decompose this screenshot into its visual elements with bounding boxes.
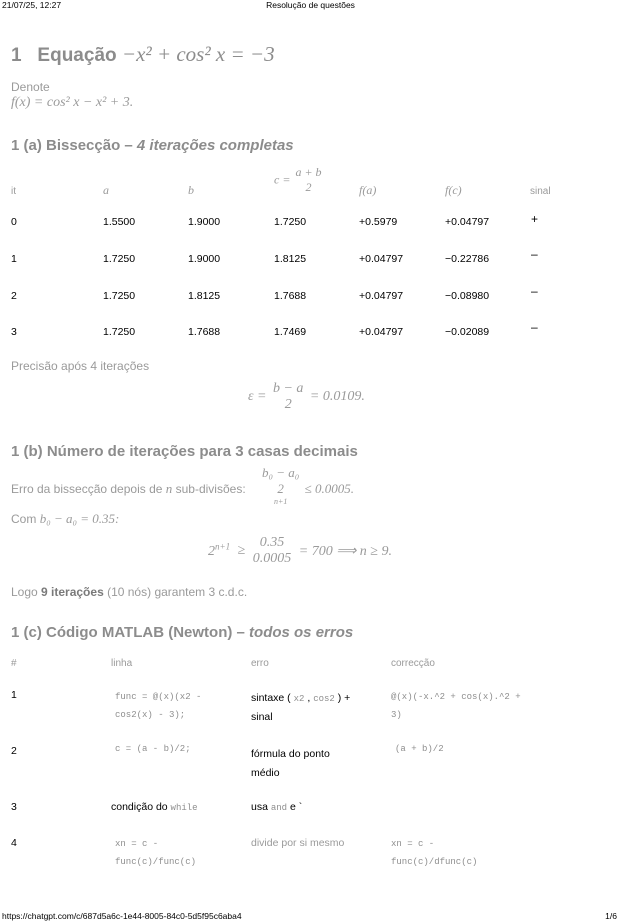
bisection-error-numerator: b₀ − a₀ bbox=[262, 465, 300, 480]
row-0-fc: +0.04797 bbox=[445, 216, 490, 228]
err-row-2-linha: c = (a - b)/2; bbox=[115, 744, 191, 754]
row-0-a: 1.5500 bbox=[103, 216, 136, 228]
err-row-4-erro: divide por si mesmo bbox=[251, 837, 345, 849]
row-0-sign: + bbox=[531, 212, 539, 226]
com-label: Com bbox=[11, 512, 37, 526]
err-row-1-linha-1: func = @(x)(x2 - bbox=[115, 692, 202, 702]
err-row-4-linha bbox=[115, 835, 196, 871]
row-1-c: 1.8125 bbox=[274, 253, 307, 265]
err-row-3-erro-a: usa bbox=[251, 801, 271, 813]
print-header bbox=[0, 0, 621, 12]
section-1c-heading bbox=[11, 624, 353, 641]
row-3-b: 1.7688 bbox=[188, 326, 221, 338]
section-1a-heading-emphasis: 4 iterações completas bbox=[136, 137, 294, 154]
row-2-b: 1.8125 bbox=[188, 290, 221, 302]
err-row-1-linha bbox=[115, 688, 201, 724]
err-row-1-erro-d: ) + bbox=[334, 692, 351, 704]
bisection-error-fraction bbox=[262, 465, 299, 513]
bisection-error-text-1: Erro da bissecção depois de bbox=[11, 482, 163, 496]
col-header-num: # bbox=[11, 658, 17, 669]
bisection-error-formula bbox=[262, 465, 354, 513]
err-row-4-linha-2: func(c)/func(c) bbox=[115, 857, 197, 867]
err-row-2-erro-1: fórmula do ponto bbox=[251, 748, 330, 760]
row-2-fa: +0.04797 bbox=[359, 290, 404, 302]
inequality-fraction bbox=[253, 535, 292, 567]
inequality-ge: ≥ bbox=[237, 543, 246, 558]
logo-text-2: (10 nós) garantem 3 c.d.c. bbox=[103, 585, 248, 599]
row-2-a: 1.7250 bbox=[103, 290, 136, 302]
bisection-error-n: n bbox=[165, 481, 173, 496]
col-header-b: b bbox=[188, 183, 194, 197]
err-row-3-erro-b: e ` bbox=[287, 801, 303, 813]
err-row-4-linha-1: xn = c - bbox=[115, 839, 159, 849]
col-header-c bbox=[274, 165, 322, 195]
logo-bold-iterations: 9 iterações bbox=[41, 585, 104, 599]
row-1-a: 1.7250 bbox=[103, 253, 136, 265]
row-1-it: 1 bbox=[11, 253, 17, 265]
row-1-sign: – bbox=[531, 247, 538, 261]
row-2-c: 1.7688 bbox=[274, 290, 307, 302]
denote-label: Denote bbox=[11, 80, 50, 94]
section-1a-heading-prefix: 1 (a) Bissecção – bbox=[11, 137, 137, 154]
iterations-inequality bbox=[208, 535, 392, 567]
com-expression: b₀ − a₀ = 0.35: bbox=[39, 511, 120, 526]
precision-label: Precisão após 4 iterações bbox=[11, 359, 150, 373]
col-header-c-numerator: a + b bbox=[295, 165, 322, 179]
err-row-1-erro-code-2: cos2 bbox=[313, 694, 335, 704]
bisection-error-text bbox=[11, 481, 246, 497]
col-header-linha: linha bbox=[111, 658, 133, 669]
section-1-number: 1 bbox=[11, 45, 22, 66]
err-row-2-erro bbox=[251, 745, 330, 783]
err-row-1-erro bbox=[251, 689, 350, 726]
row-3-c: 1.7469 bbox=[274, 326, 307, 338]
row-1-fa: +0.04797 bbox=[359, 253, 404, 265]
inequality-lhs-base: 2 bbox=[208, 544, 215, 560]
err-row-1-correccao bbox=[391, 688, 521, 724]
err-row-1-erro-b: , bbox=[304, 692, 314, 704]
col-header-sinal: sinal bbox=[530, 186, 551, 197]
col-header-c-lhs: c = bbox=[274, 172, 291, 187]
row-3-a: 1.7250 bbox=[103, 326, 136, 338]
inequality-lhs bbox=[208, 541, 231, 560]
err-row-1-erro-e: sinal bbox=[251, 711, 273, 723]
row-1-fc: −0.22786 bbox=[445, 253, 490, 265]
err-row-2-num: 2 bbox=[11, 745, 17, 757]
precision-formula bbox=[248, 381, 365, 413]
row-1-b: 1.9000 bbox=[188, 253, 221, 265]
row-0-it: 0 bbox=[11, 216, 17, 228]
row-3-it: 3 bbox=[11, 326, 17, 338]
section-1a-heading bbox=[11, 137, 294, 154]
row-2-sign: – bbox=[531, 284, 538, 298]
err-row-4-correccao bbox=[391, 835, 477, 871]
bisection-error-den-base: 2 bbox=[277, 481, 284, 496]
col-header-a: a bbox=[103, 183, 109, 197]
section-1-title-word: Equação bbox=[37, 45, 117, 66]
err-row-4-corr-2: func(c)/dfunc(c) bbox=[391, 857, 478, 867]
bisection-error-denominator bbox=[262, 481, 299, 513]
err-row-3-linha-text: condição do bbox=[111, 801, 171, 813]
err-row-1-erro-code-1: x2 bbox=[293, 694, 305, 704]
col-header-c-fraction bbox=[295, 165, 321, 195]
col-header-correccao: correcção bbox=[391, 658, 435, 669]
col-header-erro: erro bbox=[251, 658, 269, 669]
err-row-3-linha-code: while bbox=[170, 803, 198, 813]
row-0-c: 1.7250 bbox=[274, 216, 307, 228]
col-header-fa: f(a) bbox=[359, 183, 377, 197]
col-header-c-denominator: 2 bbox=[305, 180, 312, 194]
row-3-sign: – bbox=[531, 320, 538, 334]
function-definition: f(x) = cos² x − x² + 3. bbox=[11, 95, 134, 110]
err-row-3-linha bbox=[111, 801, 198, 813]
row-2-it: 2 bbox=[11, 290, 17, 302]
print-title: Resolução de questões bbox=[266, 0, 355, 10]
precision-rhs: = 0.0109. bbox=[309, 389, 365, 404]
com-line bbox=[11, 511, 119, 527]
bisection-error-den-exp: n+1 bbox=[273, 497, 288, 506]
err-row-1-linha-2: cos2(x) - 3); bbox=[115, 710, 186, 720]
inequality-denominator: 0.0005 bbox=[252, 551, 292, 566]
print-page-number: 1/6 bbox=[605, 911, 617, 921]
precision-numerator: b − a bbox=[272, 381, 304, 396]
section-1c-heading-prefix: 1 (c) Código MATLAB (Newton) – bbox=[11, 624, 250, 641]
err-row-3-num: 3 bbox=[11, 801, 17, 813]
err-row-1-corr-1: @(x)(-x.^2 + cos(x).^2 + bbox=[391, 692, 521, 702]
precision-fraction bbox=[273, 381, 303, 413]
row-0-fa: +0.5979 bbox=[359, 216, 398, 228]
inequality-numerator: 0.35 bbox=[259, 535, 285, 550]
inequality-lhs-exp: n+1 bbox=[215, 541, 231, 552]
col-header-it: it bbox=[11, 186, 16, 197]
row-3-fc: −0.02089 bbox=[445, 326, 490, 338]
print-url[interactable]: https://chatgpt.com/c/687d5a6c-1e44-8005-84c0-5d5f95c6aba4 bbox=[2, 911, 242, 921]
row-3-fa: +0.04797 bbox=[359, 326, 404, 338]
err-row-2-erro-2: médio bbox=[251, 767, 280, 779]
bisection-error-rhs: ≤ 0.0005. bbox=[304, 481, 354, 497]
err-row-1-erro-a: sintaxe ( bbox=[251, 692, 294, 704]
err-row-3-erro bbox=[251, 801, 302, 813]
inequality-rhs: = 700 ⟹ n ≥ 9. bbox=[298, 543, 392, 559]
logo-text-1: Logo bbox=[11, 585, 42, 599]
precision-denominator: 2 bbox=[284, 397, 292, 412]
err-row-1-corr-2: 3) bbox=[391, 710, 402, 720]
col-header-fc: f(c) bbox=[445, 183, 462, 197]
print-footer bbox=[0, 910, 621, 922]
precision-eps-lhs: ε = bbox=[248, 389, 267, 404]
row-0-b: 1.9000 bbox=[188, 216, 221, 228]
print-timestamp: 21/07/25, 12:27 bbox=[2, 0, 62, 10]
bisection-error-text-2: sub-divisões: bbox=[175, 482, 246, 496]
err-row-2-correccao: (a + b)/2 bbox=[395, 744, 444, 754]
section-1c-heading-emphasis: todos os erros bbox=[249, 624, 354, 641]
err-row-4-corr-1: xn = c - bbox=[391, 839, 435, 849]
section-1-heading bbox=[11, 42, 275, 67]
err-row-3-erro-code: and bbox=[270, 803, 288, 813]
err-row-4-num: 4 bbox=[11, 837, 17, 849]
row-2-fc: −0.08980 bbox=[445, 290, 490, 302]
section-1b-heading: 1 (b) Número de iterações para 3 casas decimais bbox=[11, 443, 358, 460]
section-1-equation: −x² + cos² x = −3 bbox=[121, 42, 275, 66]
err-row-1-num: 1 bbox=[11, 689, 17, 701]
logo-conclusion bbox=[11, 585, 247, 599]
